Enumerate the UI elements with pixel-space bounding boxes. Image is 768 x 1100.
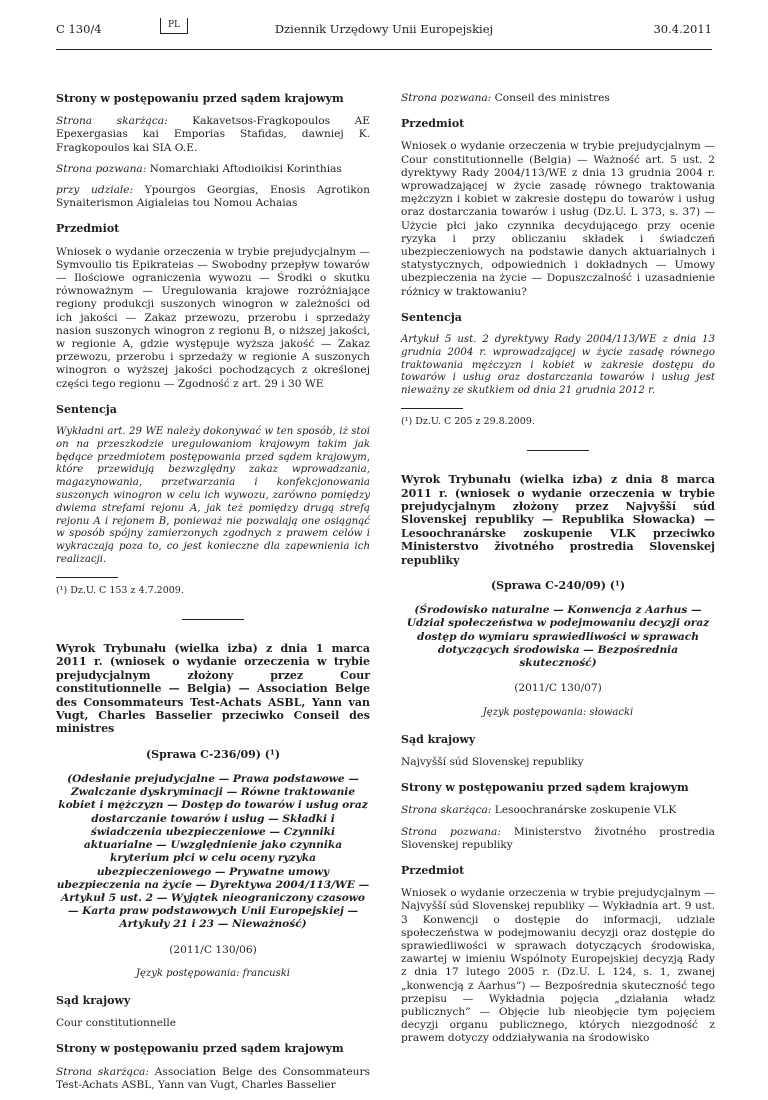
defendant-line bbox=[56, 163, 370, 176]
claimant-label-2: Strona skarżąca: bbox=[56, 1065, 149, 1078]
section-separator-r bbox=[527, 450, 589, 451]
defendant-value: Nomarchiaki Aftodioikisi Korinthias bbox=[146, 162, 342, 175]
footnote: (¹) Dz.U. C 153 z 4.7.2009. bbox=[56, 584, 184, 596]
intervener-value: Ypourgos Georgias, Enosis Agrotikon Synaiterismon Aigialeias tou Nomou Achaias bbox=[56, 184, 370, 210]
intervener-label: przy udziale: bbox=[56, 184, 134, 197]
footnote-rule-r bbox=[401, 408, 463, 409]
defendant-label: Strona pozwana: bbox=[56, 162, 147, 175]
claimant-line-2 bbox=[56, 1066, 370, 1092]
heading-subject: Przedmiot bbox=[56, 222, 120, 236]
keywords: (Odesłanie prejudycjalne — Prawa podstawowe — Zwalczanie dyskryminacji — Równe traktowanie kobiet i mężczyzn — Dostęp do towarów i usług oraz dostarczanie towarów i usług — Składki i świadczenia ubezpieczeniowe — Czynniki aktuarialne — Uwzględnienie jako czynnika kryterium płci w celu oceny ryzyka ubezpieczeniowego — Prywatne umowy ubezpieczenia na życie — Dyrektywa 2004/113/WE — Artykuł 5 ust. 2 — Wyjątek nieograniczony czasowo — Karta praw podstawowych Unii Europejskiej — Artykuły 21 i 23 — Nieważność) bbox=[56, 773, 370, 931]
right-column bbox=[401, 92, 715, 1054]
operative-text-r: Artykuł 5 ust. 2 dyrektywy Rady 2004/113/WE z dnia 13 grudnia 2004 r. wprowadzającej w życie zasadę równego traktowania mężczyzn i kobiet w zakresie dostępu do towarów i usług oraz dostarczania towarów i usług jest nieważny ze skutkiem od dnia 21 grudnia 2012 r. bbox=[401, 334, 715, 397]
defendant-value-r2: Ministerstvo životného prostredia Slovenskej republiky bbox=[401, 825, 715, 851]
case-number: (Sprawa C-236/09) (¹) bbox=[145, 747, 281, 761]
heading-operative: Sentencja bbox=[56, 402, 117, 416]
publication-reference-r: (2011/C 130/07) bbox=[514, 682, 602, 695]
heading-subject-r: Przedmiot bbox=[401, 117, 465, 131]
claimant-value-r: Lesoochranárske zoskupenie VLK bbox=[491, 804, 677, 817]
judgment-title: Wyrok Trybunału (wielka izba) z dnia 1 marca 2011 r. (wniosek o wydanie orzeczenia w trybie prejudycjalnym złożony przez Cour constitutionnelle — Belgia) — Association Belge des Consommateurs Test-Achats ASBL, Yann van Vugt, Charles Basselier przeciwko Conseil des ministres bbox=[56, 642, 370, 736]
defendant-value-r: Conseil des ministres bbox=[491, 92, 610, 104]
page-header bbox=[56, 20, 712, 50]
claimant-value-2: Association Belge des Consommateurs Test-Achats ASBL, Yann van Vugt, Charles Basselier bbox=[56, 1065, 370, 1091]
procedure-language-r: Język postępowania: słowacki bbox=[482, 706, 634, 718]
journal-title: Dziennik Urzędowy Unii Europejskiej bbox=[274, 22, 494, 36]
intervener-line bbox=[56, 184, 370, 210]
judgment-title-r: Wyrok Trybunału (wielka izba) z dnia 8 marca 2011 r. (wniosek o wydanie orzeczenia w trybie prejudycjalnym złożony przez Najvyšší súd Slovenskej republiky — Republika Słowacka) — Lesoochranárske zoskupenie VLK przeciwko Ministerstvo životného prostredia Slovenskej republiky bbox=[401, 473, 715, 567]
subject-text-r2: Wniosek o wydanie orzeczenia w trybie prejudycjalnym — Najvyšší súd Slovenskej republiky — Wykładnia art. 9 ust. 3 Konwencji o dostępie do informacji, udziale społeczeństwa w podejmowaniu decyzji oraz dostępie do sprawiedliwości w sprawach dotyczących środowiska, zawartej w imieniu Wspólnoty Europejskiej decyzją Rady z dnia 17 lutego 2005 r. (Dz.U. L 124, s. 1, zwanej „konwencją z Aarhus”) — Bezpośrednia skuteczność tego przepisu — Wykładnia pojęcia „działania władz publicznych” — Objęcie lub nieobjęcie tym pojęciem decyzji organu publicznego, których niezgodność z prawem dotyczy oddziaływania na środowisko bbox=[401, 887, 715, 1045]
claimant-label: Strona skarżąca: bbox=[56, 115, 168, 128]
claimant-value: Kakavetsos-Fragkopoulos AE Epexergasias kai Emporias Stafidas, dawniej K. Fragkopoulos kai SIA O.E. bbox=[56, 115, 370, 154]
heading-parties-2: Strony w postępowaniu przed sądem krajowym bbox=[56, 1042, 344, 1056]
defendant-line-r2 bbox=[401, 826, 715, 852]
claimant-line-r bbox=[401, 804, 715, 817]
heading-court: Sąd krajowy bbox=[56, 993, 131, 1007]
claimant-label-r: Strona skarżąca: bbox=[401, 804, 492, 817]
claimant-line bbox=[56, 115, 370, 155]
publication-reference: (2011/C 130/06) bbox=[169, 943, 257, 956]
keywords-r: (Środowisko naturalne — Konwencja z Aarhus — Udział społeczeństwa w podejmowaniu decyzji oraz dostęp do wymiaru sprawiedliwości w sprawach dotyczących środowiska — Bezpośrednia skuteczność) bbox=[406, 604, 710, 670]
court-name-r: Najvyšší súd Slovenskej republiky bbox=[401, 755, 584, 768]
issue-number: C 130/4 bbox=[56, 22, 102, 36]
left-column bbox=[56, 92, 370, 1100]
operative-text: Wykładni art. 29 WE należy dokonywać w ten sposób, iż stoi on na przeszkodzie uregulowaniom krajowym takim jak będące przedmiotem postępowania przed sądem krajowym, które przewidują bezwzględny zakaz wprowadzania, magazynowania, przetwarzania i konfekcjonowania suszonych winogron w celu ich wywozu, zarówno pomiędzy dwiema strefami rejonu A, jak też pomiędzy drugą strefą rejonu A i rejonem B, ponieważ nie pozwalają one osiągnąć w sposób spójny zamierzonych zgodnych z prawem celów i wykraczają poza to, co jest konieczne dla zapewnienia ich realizacji. bbox=[56, 426, 370, 566]
court-name: Cour constitutionnelle bbox=[56, 1017, 177, 1030]
footnote-r: (¹) Dz.U. C 205 z 29.8.2009. bbox=[401, 416, 535, 428]
procedure-language: Język postępowania: francuski bbox=[136, 967, 290, 979]
heading-court-r: Sąd krajowy bbox=[401, 732, 476, 746]
subject-text-r: Wniosek o wydanie orzeczenia w trybie prejudycjalnym — Cour constitutionnelle (Belgia) — Ważność art. 5 ust. 2 dyrektywy Rady 2004/113/WE z dnia 13 grudnia 2004 r. wprowadzającej w życie zasadę równego traktowania mężczyzn i kobiet w zakresie dostępu do towarów i usług oraz dostarczania towarów i usług (Dz.U. L 373, s. 37) — Użycie płci jako czynnika decydującego przy ocenie ryzyka i przy obliczaniu składek i świadczeń ubezpieczeniowych na podstawie danych aktuarialnych i statystycznych, odpowiednich i dokładnych — Umowy ubezpieczenia na życie — Dopuszczalność i uzasadnienie różnicy w traktowaniu? bbox=[401, 140, 715, 298]
heading-parties-r: Strony w postępowaniu przed sądem krajowym bbox=[401, 781, 689, 795]
heading-operative-r: Sentencja bbox=[401, 310, 462, 324]
defendant-label-r2: Strona pozwana: bbox=[401, 825, 501, 838]
defendant-label-r: Strona pozwana: bbox=[401, 92, 492, 104]
case-number-r: (Sprawa C-240/09) (¹) bbox=[490, 579, 626, 593]
issue-date: 30.4.2011 bbox=[653, 22, 712, 36]
footnote-rule bbox=[56, 577, 118, 578]
subject-text: Wniosek o wydanie orzeczenia w trybie prejudycjalnym — Symvoulio tis Epikrateias — Swobodny przepływ towarów — Ilościowe ograniczenia wywozu — Środki o skutku równoważnym — Uregulowania krajowe rozróżniające regiony produkcji suszonych winogron w zależności od ich jakości — Zakaz przewozu, przerobu i sprzedaży nasion suszonych winogron z regionu B, o niższej jakości, w regionie A, gdzie występuje wyższa jakość — Zakaz przewozu, przerobu i sprzedaży w regionie A suszonych winogron o wyższej jakości pochodzących z określonej części tego regionu — Zgodność z art. 29 i 30 WE bbox=[56, 245, 370, 390]
defendant-line-r bbox=[401, 92, 715, 105]
heading-subject-r2: Przedmiot bbox=[401, 863, 465, 877]
language-badge: PL bbox=[160, 18, 188, 34]
section-separator bbox=[182, 619, 244, 620]
heading-parties: Strony w postępowaniu przed sądem krajowym bbox=[56, 92, 344, 105]
